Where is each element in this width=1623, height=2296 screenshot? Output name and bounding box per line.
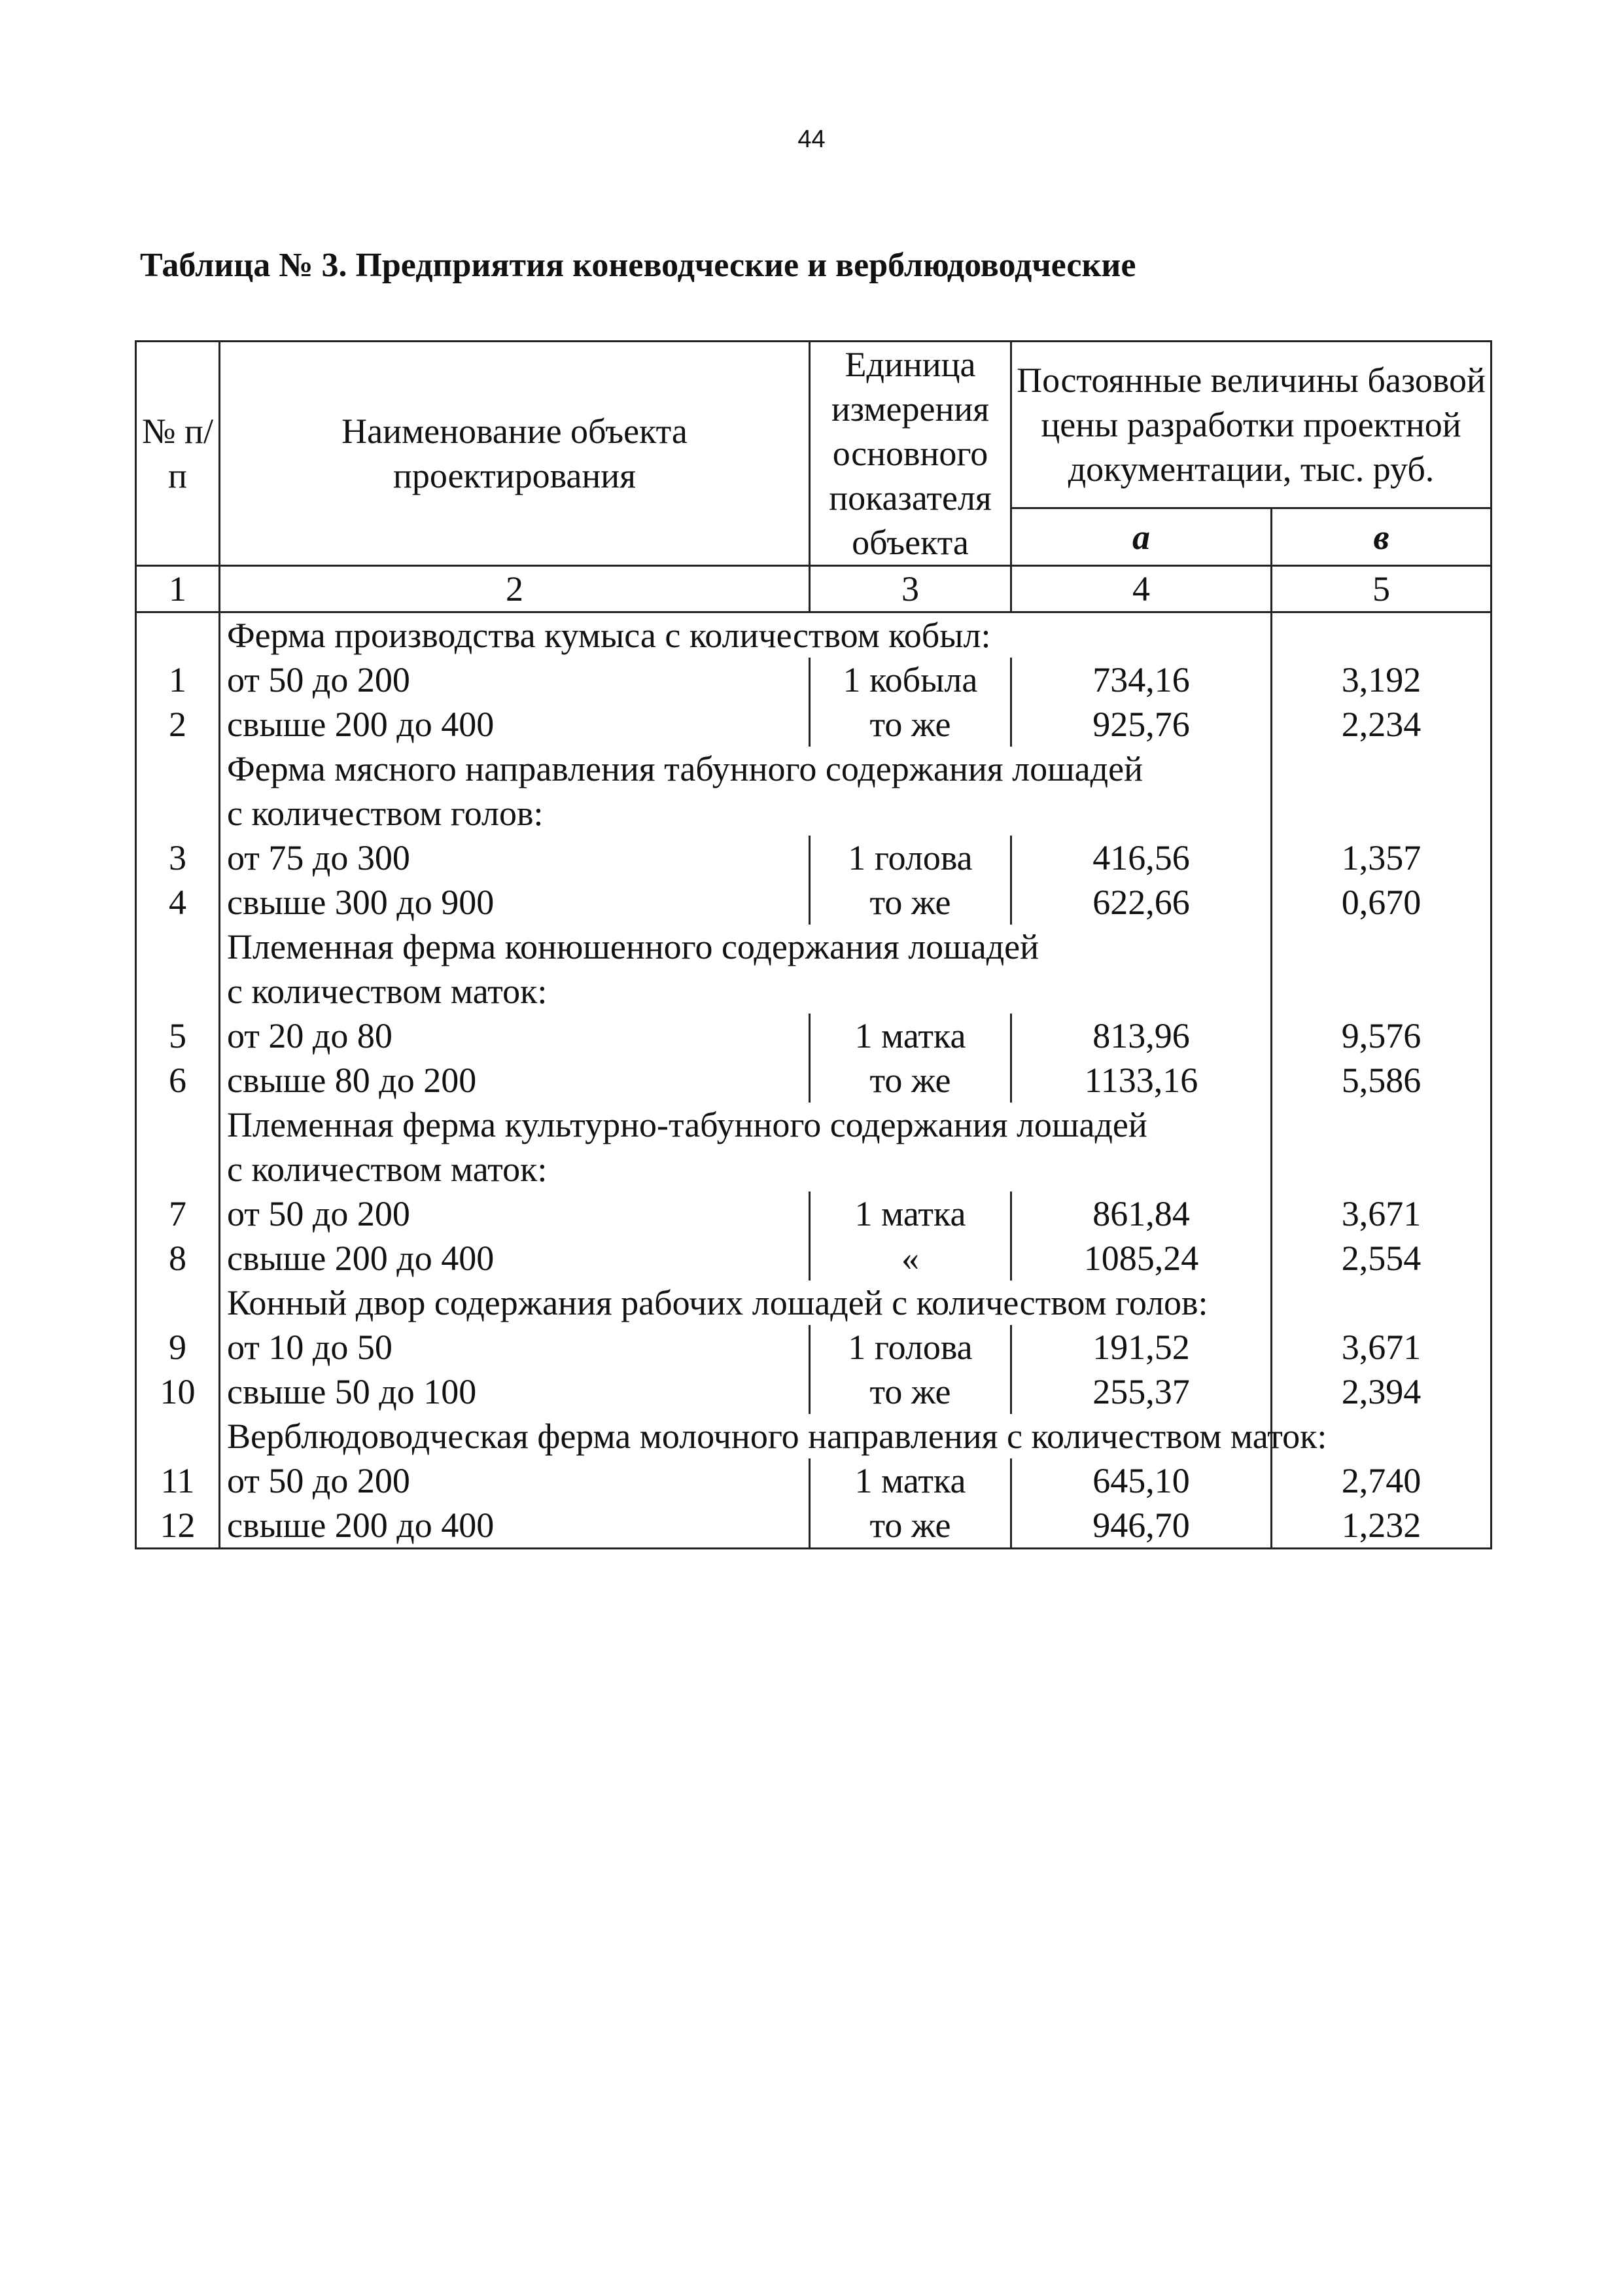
group-title: Племенная ферма культурно-табунного содержания лошадей <box>220 1103 1272 1147</box>
row-value-b: 3,192 <box>1272 658 1492 702</box>
row-value-b: 1,232 <box>1272 1503 1492 1549</box>
table-row <box>136 1503 1492 1549</box>
empty-cell <box>1272 747 1492 791</box>
group-title: Ферма мясного направления табунного содержания лошадей <box>220 747 1272 791</box>
row-unit: 1 матка <box>810 1192 1011 1236</box>
group-title: Племенная ферма конюшенного содержания лошадей <box>220 925 1272 969</box>
row-name: от 20 до 80 <box>220 1014 810 1058</box>
empty-cell <box>136 969 220 1014</box>
group-title-row <box>136 1414 1492 1458</box>
empty-cell <box>136 747 220 791</box>
empty-cell <box>1272 925 1492 969</box>
empty-cell <box>1272 1103 1492 1147</box>
row-name: от 75 до 300 <box>220 836 810 880</box>
row-value-a: 861,84 <box>1011 1192 1272 1236</box>
row-number: 10 <box>136 1369 220 1414</box>
column-index: 5 <box>1272 566 1492 612</box>
table-row <box>136 1058 1492 1103</box>
row-value-b: 5,586 <box>1272 1058 1492 1103</box>
row-number: 7 <box>136 1192 220 1236</box>
column-index: 1 <box>136 566 220 612</box>
row-number: 12 <box>136 1503 220 1549</box>
group-title: с количеством голов: <box>220 791 1272 836</box>
row-number: 4 <box>136 880 220 925</box>
page-number: 44 <box>797 126 826 153</box>
row-name: свыше 300 до 900 <box>220 880 810 925</box>
row-name: от 10 до 50 <box>220 1325 810 1369</box>
table-row <box>136 1014 1492 1058</box>
row-unit: то же <box>810 702 1011 747</box>
header-b: в <box>1272 508 1492 566</box>
row-value-a: 734,16 <box>1011 658 1272 702</box>
row-number: 8 <box>136 1236 220 1280</box>
empty-cell <box>136 612 220 658</box>
group-title-row <box>136 747 1492 791</box>
row-number: 6 <box>136 1058 220 1103</box>
row-value-a: 1085,24 <box>1011 1236 1272 1280</box>
row-unit: то же <box>810 880 1011 925</box>
row-name: свыше 80 до 200 <box>220 1058 810 1103</box>
row-unit: 1 голова <box>810 836 1011 880</box>
row-value-b: 1,357 <box>1272 836 1492 880</box>
empty-cell <box>136 791 220 836</box>
header-a: а <box>1011 508 1272 566</box>
group-title: с количеством маток: <box>220 1147 1272 1192</box>
table-row <box>136 1325 1492 1369</box>
row-value-b: 3,671 <box>1272 1192 1492 1236</box>
row-name: от 50 до 200 <box>220 1192 810 1236</box>
group-title-row <box>136 612 1492 658</box>
column-index: 4 <box>1011 566 1272 612</box>
row-value-a: 1133,16 <box>1011 1058 1272 1103</box>
row-name: от 50 до 200 <box>220 658 810 702</box>
row-name: от 50 до 200 <box>220 1458 810 1503</box>
table-row <box>136 1369 1492 1414</box>
row-value-b: 2,554 <box>1272 1236 1492 1280</box>
empty-cell <box>136 1103 220 1147</box>
row-value-b: 3,671 <box>1272 1325 1492 1369</box>
empty-cell <box>136 925 220 969</box>
empty-cell <box>1272 1280 1492 1325</box>
group-title: Конный двор содержания рабочих лошадей с количеством голов: <box>220 1280 1272 1325</box>
group-title-row <box>136 1280 1492 1325</box>
row-unit: то же <box>810 1058 1011 1103</box>
empty-cell <box>1272 791 1492 836</box>
row-value-b: 2,740 <box>1272 1458 1492 1503</box>
row-value-b: 2,394 <box>1272 1369 1492 1414</box>
group-title-row <box>136 1147 1492 1192</box>
table-row <box>136 880 1492 925</box>
row-unit: 1 матка <box>810 1458 1011 1503</box>
group-title: Ферма производства кумыса с количеством кобыл: <box>220 612 1272 658</box>
row-name: свыше 200 до 400 <box>220 702 810 747</box>
row-unit: то же <box>810 1369 1011 1414</box>
header-number: № п/п <box>136 342 220 566</box>
header-constants: Постоянные величины базовой цены разработки проектной документации, тыс. руб. <box>1011 342 1492 508</box>
row-number: 11 <box>136 1458 220 1503</box>
row-name: свыше 200 до 400 <box>220 1503 810 1549</box>
row-value-b: 0,670 <box>1272 880 1492 925</box>
empty-cell <box>136 1280 220 1325</box>
column-index: 3 <box>810 566 1011 612</box>
row-name: свыше 50 до 100 <box>220 1369 810 1414</box>
table-row <box>136 702 1492 747</box>
empty-cell <box>1272 1147 1492 1192</box>
empty-cell <box>1272 969 1492 1014</box>
row-unit: 1 матка <box>810 1014 1011 1058</box>
row-value-a: 813,96 <box>1011 1014 1272 1058</box>
row-value-a: 925,76 <box>1011 702 1272 747</box>
header-name: Наименование объекта проектирования <box>220 342 810 566</box>
group-title-row <box>136 969 1492 1014</box>
table-title: Таблица № 3. Предприятия коневодческие и верблюдоводческие <box>140 247 1136 284</box>
group-title-row <box>136 791 1492 836</box>
row-value-a: 416,56 <box>1011 836 1272 880</box>
group-title: с количеством маток: <box>220 969 1272 1014</box>
table-body <box>136 612 1492 1549</box>
empty-cell <box>1272 612 1492 658</box>
row-number: 9 <box>136 1325 220 1369</box>
row-value-b: 2,234 <box>1272 702 1492 747</box>
group-title-row <box>136 1103 1492 1147</box>
row-number: 5 <box>136 1014 220 1058</box>
table-row <box>136 1236 1492 1280</box>
row-value-a: 255,37 <box>1011 1369 1272 1414</box>
row-number: 1 <box>136 658 220 702</box>
table-row <box>136 1458 1492 1503</box>
row-value-a: 622,66 <box>1011 880 1272 925</box>
row-unit: то же <box>810 1503 1011 1549</box>
row-value-a: 191,52 <box>1011 1325 1272 1369</box>
row-value-a: 645,10 <box>1011 1458 1272 1503</box>
table-header <box>136 342 1492 612</box>
row-unit: 1 кобыла <box>810 658 1011 702</box>
column-index: 2 <box>220 566 810 612</box>
table-row <box>136 658 1492 702</box>
table-row <box>136 1192 1492 1236</box>
row-value-a: 946,70 <box>1011 1503 1272 1549</box>
header-unit: Единица измерения основного показателя объекта <box>810 342 1011 566</box>
row-number: 2 <box>136 702 220 747</box>
group-title: Верблюдоводческая ферма молочного направления с количеством маток: <box>220 1414 1272 1458</box>
group-title-row <box>136 925 1492 969</box>
row-unit: 1 голова <box>810 1325 1011 1369</box>
row-number: 3 <box>136 836 220 880</box>
row-name: свыше 200 до 400 <box>220 1236 810 1280</box>
row-unit: « <box>810 1236 1011 1280</box>
empty-cell <box>136 1414 220 1458</box>
empty-cell <box>136 1147 220 1192</box>
price-table <box>135 340 1492 1549</box>
row-value-b: 9,576 <box>1272 1014 1492 1058</box>
table-row <box>136 836 1492 880</box>
